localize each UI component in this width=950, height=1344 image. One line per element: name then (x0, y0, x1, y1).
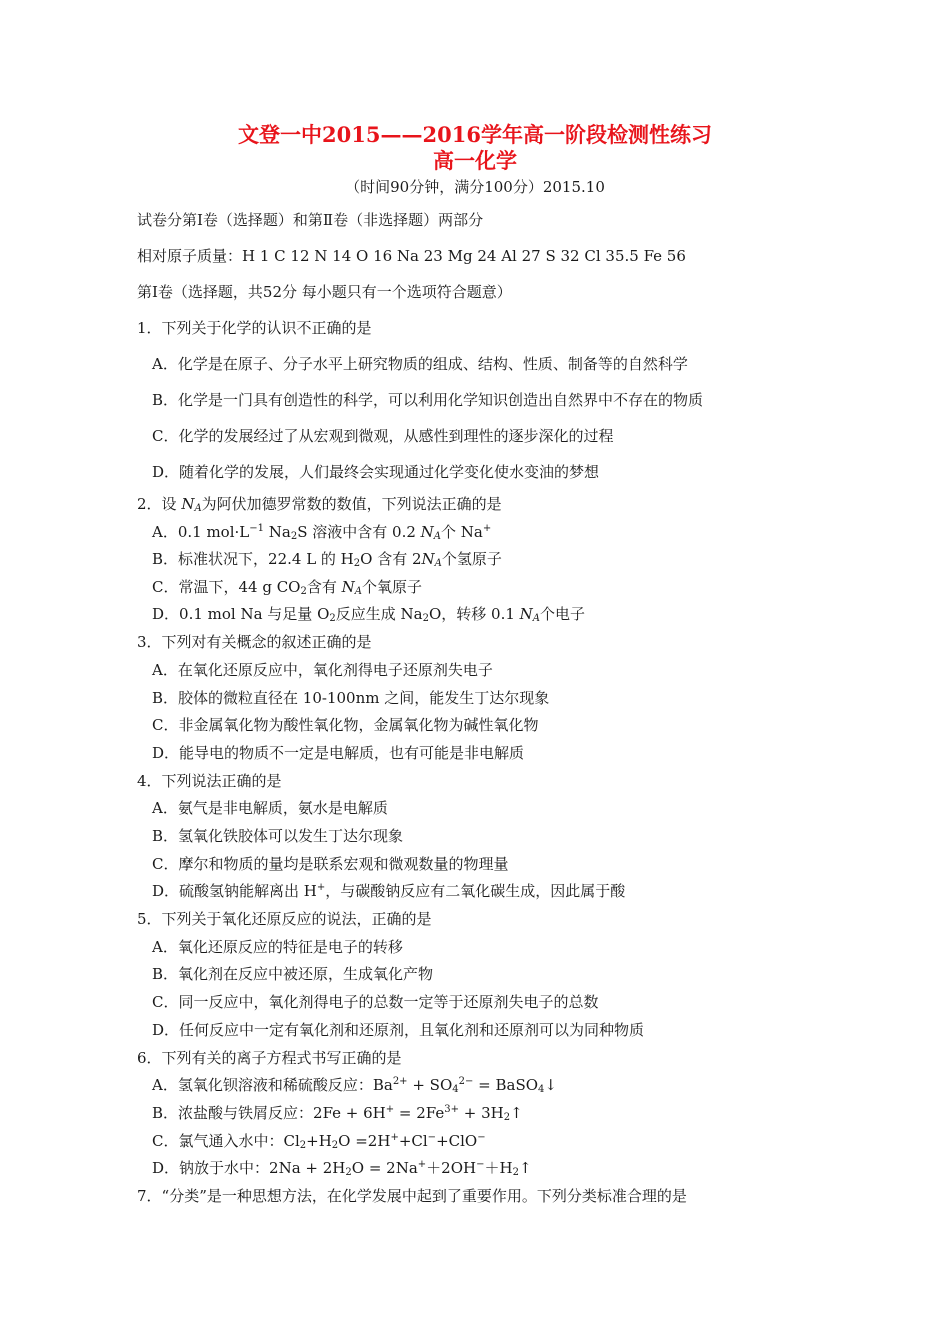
question-6-option-a: A．氢氧化钡溶液和稀硫酸反应：$Ba^{2+} + SO_4^{2-}$ = BaSO$_4$↓ (152, 1076, 557, 1095)
question-6-option-d: D．钠放于水中：$2Na + 2H_2O$ = $2Na^++2OH^-+H_2↑$ (152, 1159, 532, 1178)
question-5-option-c: C．同一反应中，氧化剂得电子的总数一定等于还原剂失电子的总数 (152, 993, 599, 1011)
question-6-stem: 6．下列有关的离子方程式书写正确的是 (137, 1049, 402, 1067)
question-1-option-d: D．随着化学的发展，人们最终会实现通过化学变化使水变油的梦想 (152, 463, 600, 481)
question-5-stem: 5．下列关于氧化还原反应的说法，正确的是 (137, 910, 432, 928)
question-2-stem: 2．设 $N_A$为阿伏加德罗常数的数值，下列说法正确的是 (137, 495, 502, 514)
question-1-option-a: A．化学是在原子、分子水平上研究物质的组成、结构、性质、制备等的自然科学 (152, 355, 688, 373)
question-3-option-c: C．非金属氧化物为酸性氧化物，金属氧化物为碱性氧化物 (152, 716, 539, 734)
atomic-masses: 相对原子质量：H 1 C 12 N 14 O 16 Na 23 Mg 24 Al 27 S 32 Cl 35.5 Fe 56 (137, 247, 686, 265)
section-header: 第Ⅰ卷（选择题，共52分 每小题只有一个选项符合题意） (137, 283, 512, 301)
question-4-stem: 4．下列说法正确的是 (137, 772, 282, 790)
question-2-option-a: A．0.1 $mol\cdot L^{-1}$ $Na_2S$ 溶液中含有 0.2 $N_A$个 Na+ (152, 523, 492, 542)
exam-title: 文登一中2015——2016学年高一阶段检测性练习 (238, 122, 712, 147)
paper-structure: 试卷分第Ⅰ卷（选择题）和第Ⅱ卷（非选择题）两部分 (137, 211, 484, 229)
question-1-stem: 1．下列关于化学的认识不正确的是 (137, 319, 372, 337)
question-2-option-b: B．标准状况下，22.4 L 的 $H_2O$ 含有 $2N_A$个氢原子 (152, 550, 502, 569)
question-2-option-c: C．常温下，44 g $CO_2$含有 $N_A$个氧原子 (152, 578, 423, 597)
question-3-option-d: D．能导电的物质不一定是电解质，也有可能是非电解质 (152, 744, 525, 762)
question-6-option-b: B．浓盐酸与铁屑反应：$2Fe + 6H^+ = 2Fe^{3+}$ + $3H_2↑$ (152, 1104, 523, 1123)
question-5-option-b: B．氧化剂在反应中被还原，生成氧化产物 (152, 965, 434, 983)
question-1-option-b: B．化学是一门具有创造性的科学，可以利用化学知识创造出自然界中不存在的物质 (152, 391, 704, 409)
question-3-option-a: A．在氧化还原反应中，氧化剂得电子还原剂失电子 (152, 661, 493, 679)
question-5-option-d: D．任何反应中一定有氧化剂和还原剂，且氧化剂和还原剂可以为同种物质 (152, 1021, 645, 1039)
question-4-option-b: B．氢氧化铁胶体可以发生丁达尔现象 (152, 827, 404, 845)
question-3-stem: 3．下列对有关概念的叙述正确的是 (137, 633, 372, 651)
question-2-option-d: D．0.1 mol Na 与足量 $O_2$反应生成 $Na_2O$，转移 0.1 $N_A$个电子 (152, 605, 586, 624)
question-5-option-a: A．氧化还原反应的特征是电子的转移 (152, 938, 403, 956)
question-1-option-c: C．化学的发展经过了从宏观到微观，从感性到理性的逐步深化的过程 (152, 427, 614, 445)
question-6-option-c: C．氯气通入水中：$Cl_2+H_2O =2H^++Cl^-+ClO^-$ (152, 1132, 486, 1151)
exam-subtitle: 高一化学 (433, 148, 517, 173)
question-4-option-d: D．硫酸氢钠能解离出 H+，与碳酸钠反应有二氧化碳生成，因此属于酸 (152, 882, 626, 900)
exam-info: （时间90分钟，满分100分）2015.10 (345, 178, 605, 196)
question-3-option-b: B．胶体的微粒直径在 10-100nm 之间，能发生丁达尔现象 (152, 689, 550, 707)
question-7-stem: 7．“分类”是一种思想方法，在化学发展中起到了重要作用。下列分类标准合理的是 (137, 1187, 687, 1205)
question-4-option-a: A．氨气是非电解质，氨水是电解质 (152, 799, 388, 817)
question-4-option-c: C．摩尔和物质的量均是联系宏观和微观数量的物理量 (152, 855, 509, 873)
